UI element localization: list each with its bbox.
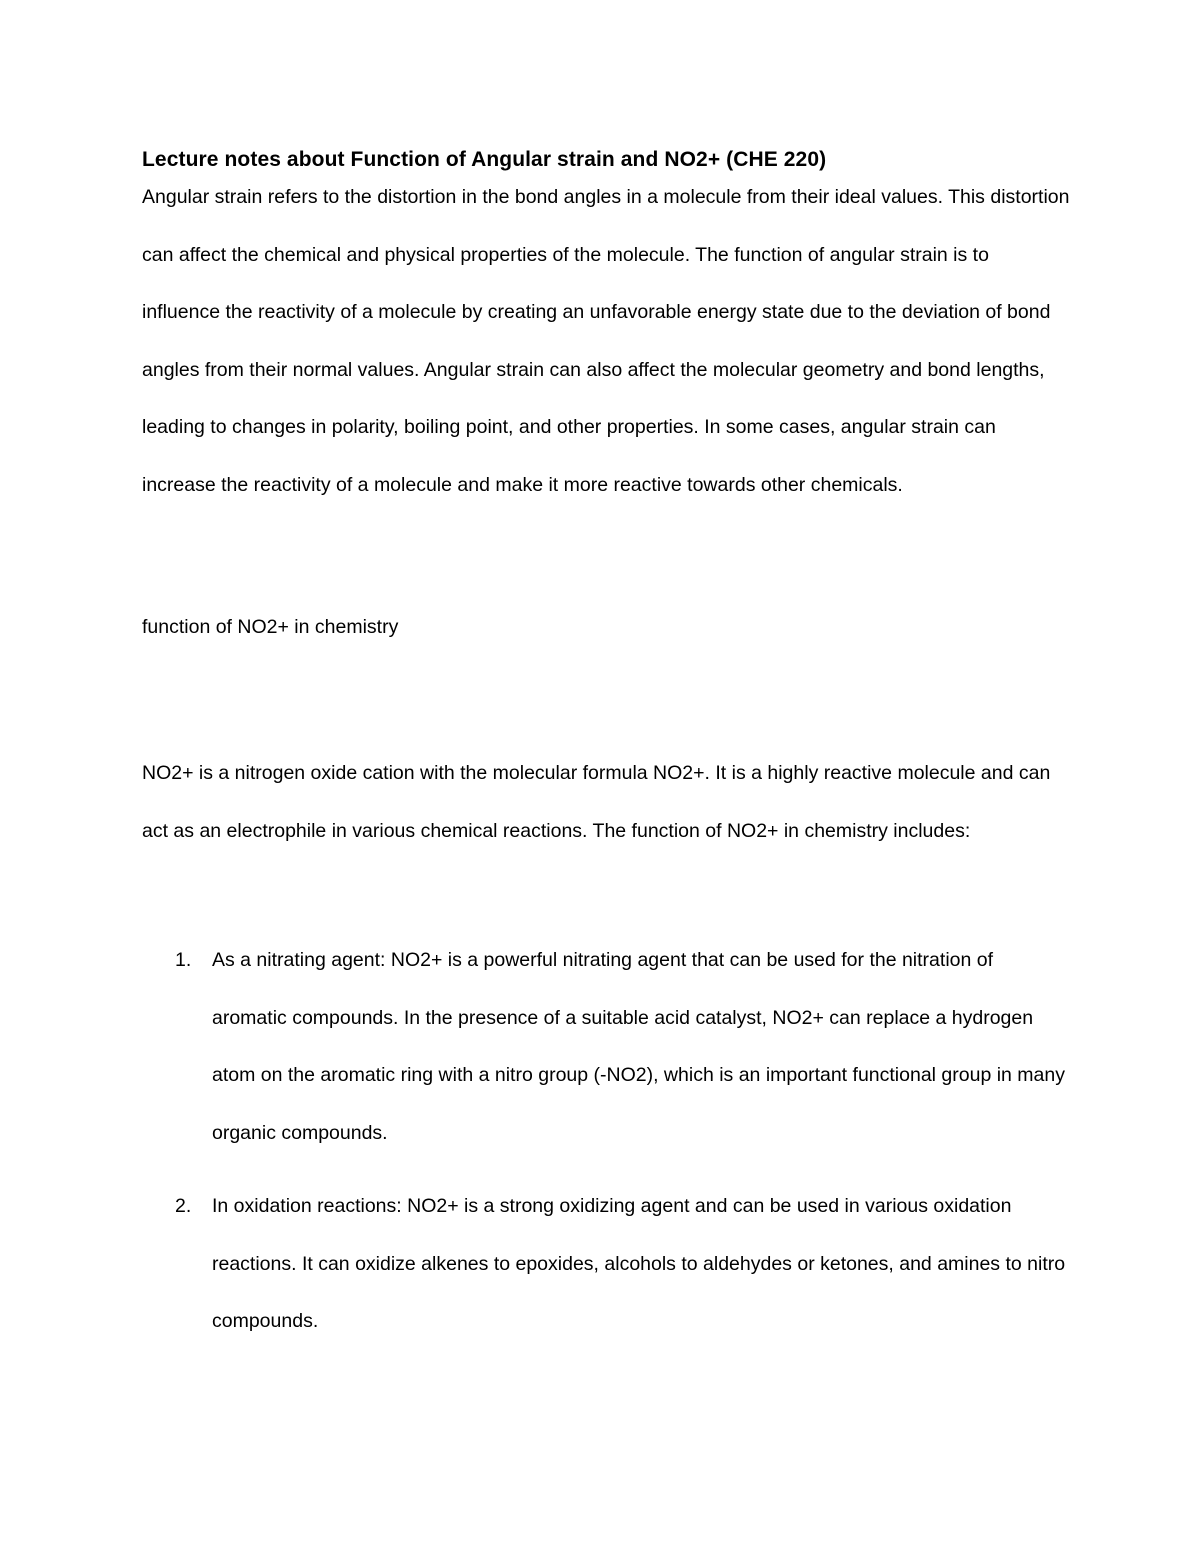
no2-intro-paragraph: NO2+ is a nitrogen oxide cation with the molecular formula NO2+. It is a highly reactive molecule and can act as an electrophile in various chemical reactions. The function of NO2+ in chemistry includes:: [142, 762, 1051, 842]
no2-functions-list: [142, 932, 1072, 1367]
document-body: [142, 140, 1072, 1332]
document-title: Lecture notes about Function of Angular strain and NO2+ (CHE 220): [142, 148, 827, 171]
angular-strain-paragraph: Angular strain refers to the distortion in the bond angles in a molecule from their ideal values. This distortion can affect the chemical and physical properties of the molecule. The function of angular strain is to influence the reactivity of a molecule by creating an unfavorable energy state due to the deviation of bond angles from their normal values. Angular strain can also affect the molecular geometry and bond lengths, leading to changes in polarity, boiling point, and other properties. In some cases, angular strain can increase the reactivity of a molecule and make it more reactive towards other chemicals.: [142, 186, 1070, 496]
list-item-number: 1.: [175, 949, 192, 971]
list-item: [142, 1178, 1072, 1351]
list-item-number: 2.: [175, 1195, 192, 1217]
list-item-text: In oxidation reactions: NO2+ is a strong oxidizing agent and can be used in various oxidation reactions. It can oxidize alkenes to epoxides, alcohols to aldehydes or ketones, and amines to nitro compounds.: [212, 1195, 1066, 1332]
list-item-text: As a nitrating agent: NO2+ is a powerful nitrating agent that can be used for the nitration of aromatic compounds. In the presence of a suitable acid catalyst, NO2+ can replace a hydrogen atom on the aromatic ring with a nitro group (-NO2), which is an important functional group in many organic compounds.: [212, 949, 1065, 1144]
list-item: [142, 932, 1072, 1162]
no2-section-heading: function of NO2+ in chemistry: [142, 616, 399, 638]
